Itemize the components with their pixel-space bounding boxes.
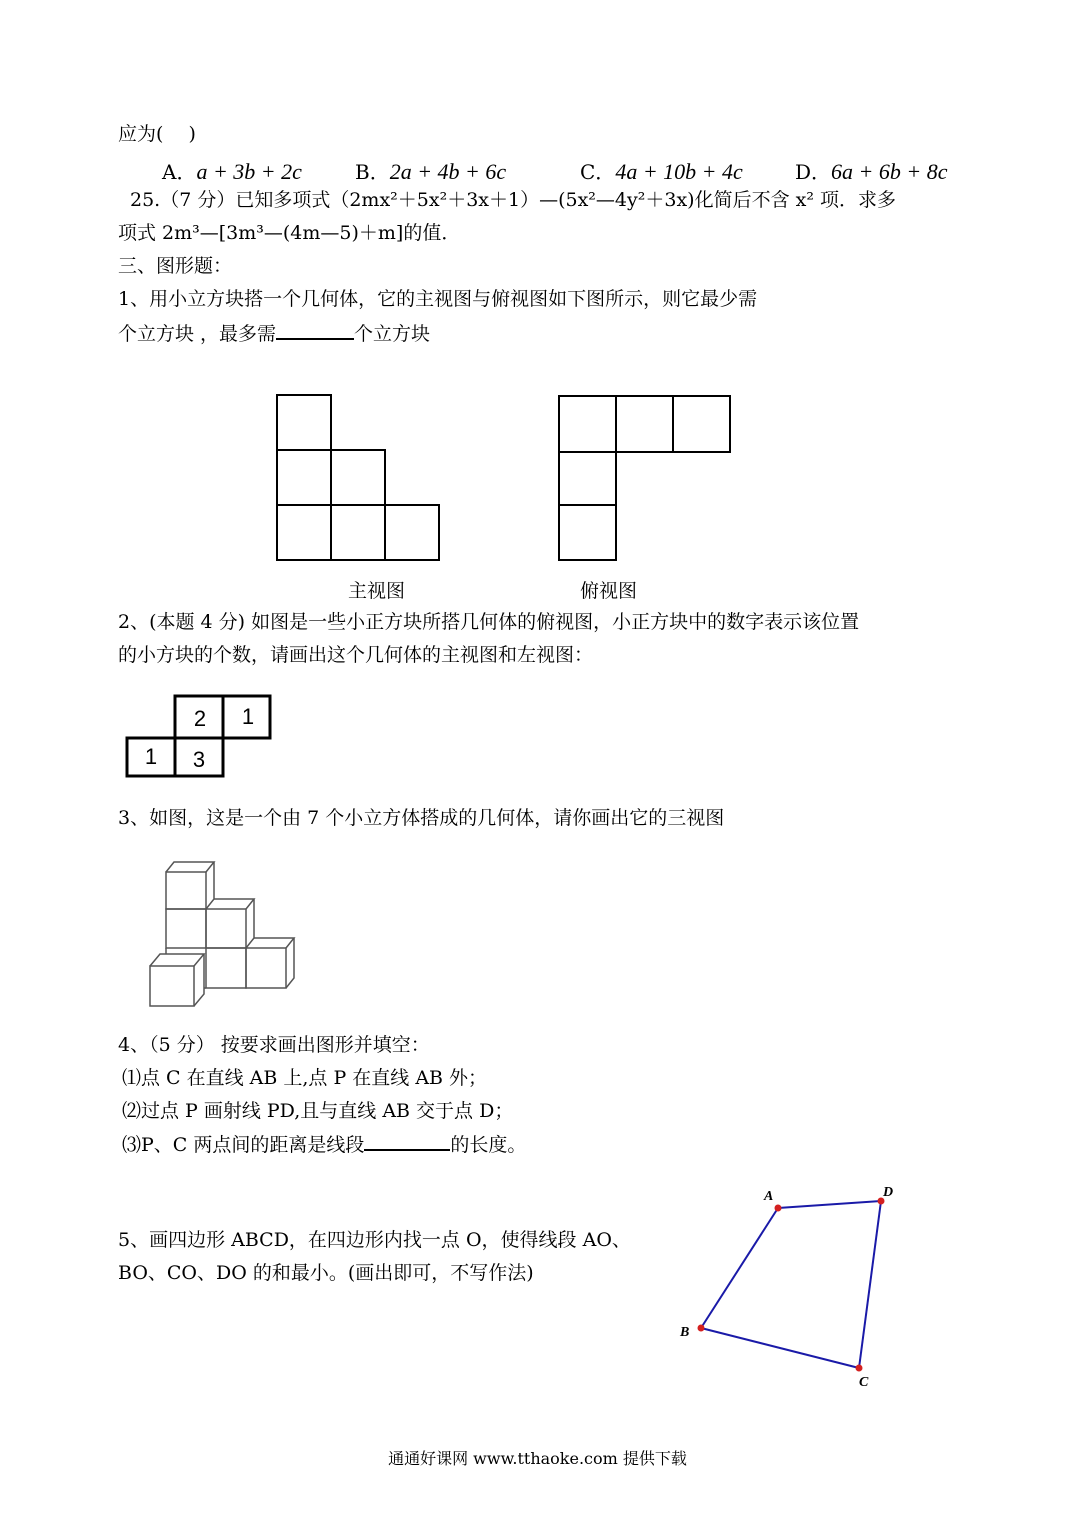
answer-blank[interactable] [364, 1131, 450, 1151]
cube-face [246, 948, 286, 988]
vertex-point [698, 1325, 705, 1332]
q24-option-c [580, 156, 743, 185]
p2-line2: 的小方块的个数，请画出这个几何体的主视图和左视图： [118, 644, 594, 666]
p5-line2: BO、CO、DO 的和最小。(画出即可，不写作法) [118, 1262, 534, 1284]
cube-face [150, 954, 204, 966]
vertex-point [856, 1365, 863, 1372]
p2-line1: 2、(本题 4 分) 如图是一些小正方块所搭几何体的俯视图，小正方块中的数字表示该位置 [118, 611, 860, 633]
q24-option-d [795, 156, 948, 185]
cube-face [150, 966, 194, 1006]
cube-cell [385, 505, 439, 560]
cube-face [194, 954, 204, 1006]
top-view-number-grid [125, 694, 273, 780]
cube-face [166, 909, 206, 948]
vertex-label: D [883, 1185, 894, 1200]
answer-blank[interactable] [276, 320, 354, 340]
cube-face [206, 909, 246, 948]
grid-number: 2 [193, 706, 207, 731]
option-label: C． [580, 160, 616, 184]
p4-sub2: ⑵过点 P 画射线 PD,且与直线 AB 交于点 D； [122, 1100, 514, 1122]
q25-line1: 25.（7 分）已知多项式（2mx²＋5x²＋3x＋1）—(5x²—4y²＋3x)化简后不含 x² 项．求多 [130, 189, 896, 211]
cube-cell [277, 450, 331, 505]
edge-ba [701, 1208, 778, 1328]
cube-cell [616, 396, 673, 452]
p4-sub3 [122, 1131, 526, 1157]
option-expr: a + 3b + 2c [196, 159, 302, 184]
p1-line1: 1、用小立方块搭一个几何体，它的主视图与俯视图如下图所示，则它最少需 [118, 288, 758, 310]
cube-cell [331, 505, 385, 560]
q24-option-a [162, 156, 302, 185]
top-view-caption: 俯视图 [580, 580, 638, 602]
vertex-label: B [680, 1325, 690, 1340]
p1-line2 [118, 320, 430, 346]
grid-number: 3 [192, 747, 206, 772]
cube-face [206, 948, 246, 988]
p4-sub3-text-a: ⑶P、C 两点间的距离是线段 [122, 1134, 365, 1156]
front-view-caption: 主视图 [348, 580, 406, 602]
edge-dc [859, 1201, 881, 1368]
p4-sub1: ⑴点 C 在直线 AB 上,点 P 在直线 AB 外； [122, 1067, 488, 1089]
p3-line: 3、如图，这是一个由 7 个小立方体搭成的几何体，请你画出它的三视图 [118, 807, 725, 829]
p1-line2-text-a: 个立方块 ，最多需 [118, 323, 277, 345]
cube-face [206, 862, 214, 909]
grid-number: 1 [144, 744, 158, 769]
vertex-point [775, 1205, 782, 1212]
cube-stack-figure [146, 858, 298, 1010]
cube-cell [559, 505, 616, 560]
q24-option-b [355, 156, 506, 185]
option-expr: 6a + 6b + 8c [831, 159, 948, 184]
cube-cell [559, 396, 616, 452]
cube-cell [673, 396, 730, 452]
cube-face [166, 862, 214, 872]
p4-sub3-text-b: 的长度。 [450, 1134, 527, 1156]
option-label: A． [162, 160, 197, 184]
p1-line2-text-b: 个立方块 [354, 323, 431, 345]
cube-face [166, 872, 206, 909]
cube-face [214, 899, 254, 909]
p5-line1: 5、画四边形 ABCD，在四边形内找一点 O，使得线段 AO、 [118, 1229, 631, 1251]
cube-cell [277, 505, 331, 560]
cube-face [254, 938, 294, 948]
page-footer: 通通好课网 www.tthaoke.com 提供下载 [388, 1449, 687, 1468]
top-view-figure [558, 395, 732, 563]
vertex-label: A [764, 1189, 774, 1204]
option-label: B． [355, 160, 390, 184]
p4-line: 4、（5 分） 按要求画出图形并填空： [118, 1034, 430, 1056]
edge-ad [778, 1201, 881, 1208]
edge-cb [701, 1328, 859, 1368]
quadrilateral-figure [670, 1180, 910, 1395]
grid-number: 1 [241, 704, 255, 729]
option-label: D． [795, 160, 832, 184]
vertex-label: C [859, 1375, 869, 1390]
cube-cell [331, 450, 385, 505]
cube-cell [277, 395, 331, 450]
option-expr: 2a + 4b + 6c [389, 159, 507, 184]
front-view-figure [276, 394, 442, 562]
option-expr: 4a + 10b + 4c [615, 159, 743, 184]
q24-tail: 应为( ) [118, 123, 196, 145]
section-heading: 三、图形题： [118, 255, 233, 277]
q25-line2: 项式 2m³—[3m³—(4m—5)＋m]的值． [118, 222, 461, 244]
cube-cell [559, 452, 616, 505]
